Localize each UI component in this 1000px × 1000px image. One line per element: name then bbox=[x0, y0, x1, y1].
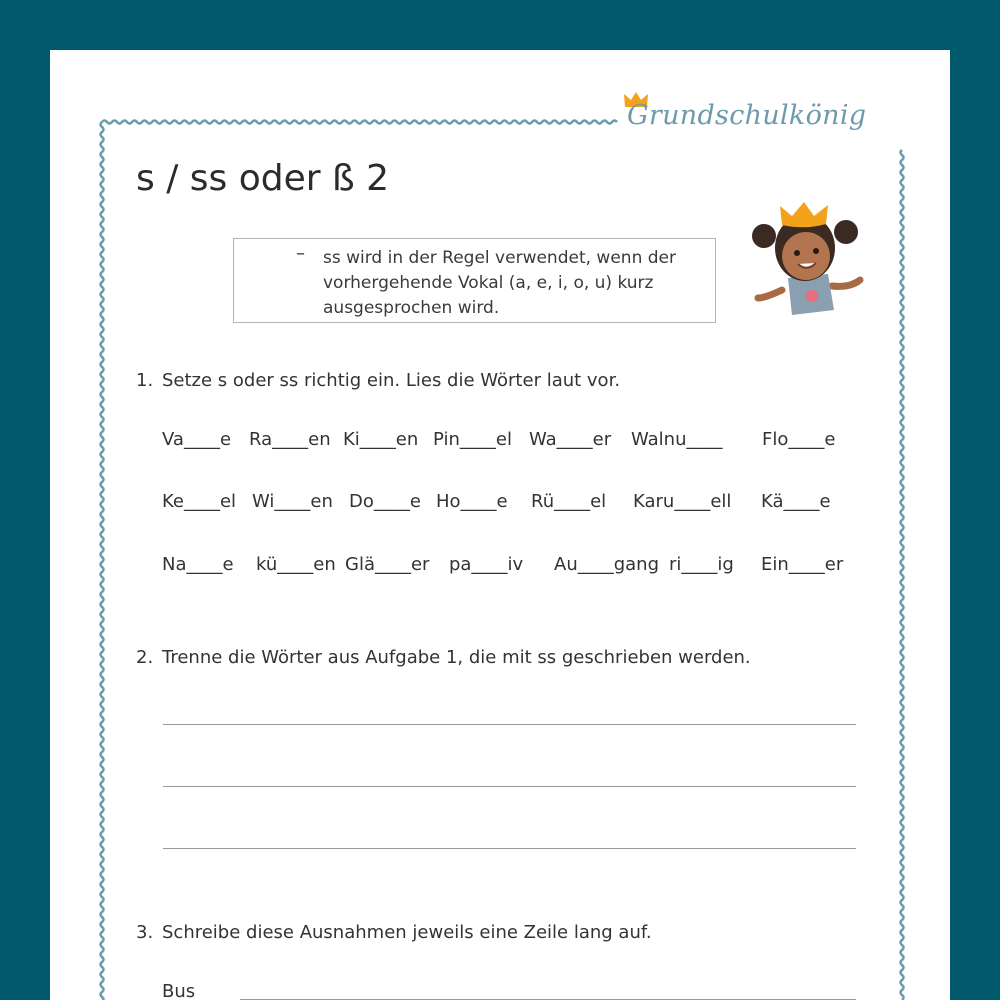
gap-word[interactable]: Glä____er bbox=[345, 554, 430, 575]
gap-word[interactable]: Wi____en bbox=[252, 491, 333, 512]
gap-word[interactable]: Ein____er bbox=[761, 554, 844, 575]
girl-with-crown-icon bbox=[750, 150, 870, 315]
gap-word[interactable]: Va____e bbox=[162, 429, 232, 450]
task-text: Setze s oder ss richtig ein. Lies die Wörter laut vor. bbox=[162, 370, 621, 391]
task-number: 1. bbox=[136, 370, 154, 391]
task-text: Schreibe diese Ausnahmen jeweils eine Zeile lang auf. bbox=[162, 922, 652, 943]
gap-word[interactable]: Au____gang bbox=[554, 554, 660, 575]
task-text: Trenne die Wörter aus Aufgabe 1, die mit ss geschrieben werden. bbox=[162, 647, 751, 668]
rule-text: ss wird in der Regel verwendet, wenn der vorhergehende Vokal (a, e, i, o, u) kurz ausgesprochen wird. bbox=[323, 248, 676, 318]
gap-word[interactable]: Walnu____ bbox=[631, 429, 723, 450]
gap-word[interactable]: Flo____e bbox=[762, 429, 836, 450]
writing-line[interactable] bbox=[163, 848, 856, 849]
gap-word[interactable]: Ra____en bbox=[249, 429, 331, 450]
writing-line[interactable] bbox=[163, 786, 856, 787]
rule-bullet: – bbox=[296, 243, 305, 264]
gap-word[interactable]: Karu____ell bbox=[633, 491, 732, 512]
writing-line[interactable] bbox=[163, 724, 856, 725]
task-2 bbox=[136, 647, 751, 668]
task-3 bbox=[136, 922, 652, 943]
gap-word[interactable]: Ho____e bbox=[436, 491, 508, 512]
gap-word[interactable]: Ki____en bbox=[343, 429, 419, 450]
gap-word[interactable]: Ke____el bbox=[162, 491, 237, 512]
gap-word[interactable]: Pin____el bbox=[433, 429, 512, 450]
task-number: 3. bbox=[136, 922, 154, 943]
page-title: s / ss oder ß 2 bbox=[136, 158, 390, 199]
brand-logo-text: Grundschulkönig bbox=[627, 100, 867, 131]
gap-word[interactable]: kü____en bbox=[256, 554, 336, 575]
worksheet-page bbox=[50, 50, 950, 1000]
task-1 bbox=[136, 370, 620, 391]
gap-word[interactable]: Do____e bbox=[349, 491, 421, 512]
task-number: 2. bbox=[136, 647, 154, 668]
gap-word[interactable]: pa____iv bbox=[449, 554, 524, 575]
gap-word[interactable]: Na____e bbox=[162, 554, 234, 575]
gap-word[interactable]: Rü____el bbox=[531, 491, 607, 512]
gap-word[interactable]: Kä____e bbox=[761, 491, 831, 512]
gap-word[interactable]: Wa____er bbox=[529, 429, 612, 450]
rule-box bbox=[233, 238, 716, 323]
gap-word[interactable]: ri____ig bbox=[669, 554, 734, 575]
exception-word: Bus bbox=[162, 981, 196, 1000]
